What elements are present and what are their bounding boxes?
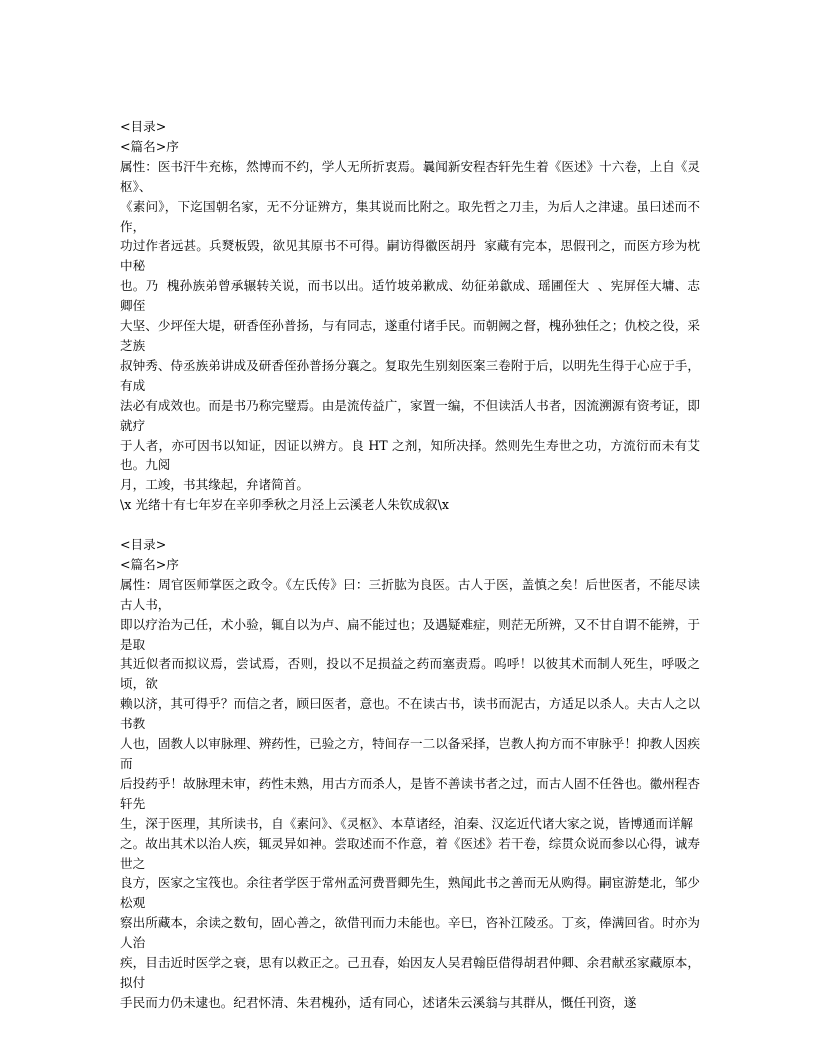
body-line: 后投药乎！故脉理未审，药性未熟，用古方而杀人，是皆不善读书者之过，而古人固不任咎也。徽州程杏轩先 [120, 775, 700, 811]
body-line: 疾，目击近时医学之衰，思有以救正之。己丑春，始因友人吴君翰臣借得胡君仲卿、余君献丞家藏原本，拟付 [120, 955, 700, 990]
body-line: 法必有成效也。而是书乃称完璧焉。由是流传益广，家置一编，不但读活人书者，因流溯源有资考证，即就疗 [120, 397, 700, 433]
document-page [120, 117, 700, 1013]
body-line: 即以疗治为己任，术小验，辄自以为卢、扁不能过也；及遇疑难症，则茫无所辨，又不甘自谓不能辨，于是取 [120, 616, 700, 652]
catalog-label: <目录> [120, 537, 167, 553]
signature-line: \x 光绪十有七年岁在辛卯季秋之月泾上云溪老人朱钦成叙\x [120, 497, 449, 513]
body-line: 察出所藏本，余读之数旬，固心善之，欲借刊而力未能也。辛巳，咨补江陵丞。丁亥，俸满回省。时亦为人治 [120, 915, 700, 951]
preface-section-1 [120, 117, 700, 515]
body-line: 属性：周官医师掌医之政令。《左氏传》曰：三折肱为良医。古人于医，盖慎之矣！后世医者，不能尽读古人书， [120, 576, 700, 612]
preface-section-2 [120, 535, 700, 1013]
body-line: 《素问》，下迄国朝名家，无不分证辨方，集其说而比附之。取先哲之刀圭，为后人之津逮。虽曰述而不作， [120, 198, 700, 234]
body-line: 生，深于医理，其所读书，自《素问》、《灵枢》、本草诸经，洎秦、汉迄近代诸大家之说，皆博通而详解 [120, 815, 694, 831]
body-line: 功过作者远甚。兵燹板毁，欲见其原书不可得。嗣访得徽医胡丹 家藏有完本，思假刊之，而医方珍为枕中秘 [120, 238, 700, 274]
body-line: 属性：医书汗牛充栋，然博而不约，学人无所折衷焉。曩闻新安程杏轩先生着《医述》十六卷，上自《灵枢》、 [120, 158, 700, 194]
body-line: 人也，固教人以审脉理、辨药性，已验之方，特间存一二以备采择，岂教人拘方而不审脉乎！抑教人因疾而 [120, 736, 700, 771]
body-line: 叔钟秀、侍丞族弟讲成及研香侄孙普扬分襄之。复取先生别刻医案三卷附于后，以明先生得于心应于手，有成 [120, 357, 700, 393]
catalog-label: <目录> [120, 119, 167, 134]
section-title: <篇名>序 [120, 138, 179, 154]
body-line: 手民而力仍未逮也。纪君怀清、朱君槐孙，适有同心，述诸朱云溪翁与其群从，慨任刊资，遂 [120, 994, 637, 1010]
body-line: 之。故出其术以治人疾，辄灵异如神。尝取述而不作意，着《医述》若干卷，综贯众说而参以心得，诚寿世之 [120, 835, 700, 871]
section-title: <篇名>序 [120, 556, 179, 572]
body-line: 月，工竣，书其缘起，弁诸简首。 [120, 477, 309, 493]
body-line: 良方，医家之宝筏也。余往者学医于常州孟河费晋卿先生，熟闻此书之善而无从购得。嗣宦游楚北，邹少松观 [120, 875, 700, 911]
body-line: 其近似者而拟议焉，尝试焉，否则，投以不足损益之药而塞责焉。呜呼！以彼其术而制人死生，呼吸之顷，欲 [120, 656, 700, 692]
body-line: 于人者，亦可因书以知证，因证以辨方。良 HT 之剂，知所决择。然则先生寿世之功，方流衍而未有艾也。九阅 [120, 437, 700, 473]
body-line: 大坚、少坪侄大堤，研香侄孙普扬，与有同志，遂重付诸手民。而朝阙之督，槐孙独任之；仇校之役，采芝族 [120, 318, 700, 353]
body-line: 赖以济，其可得乎？而信之者，顾曰医者，意也。不在读古书，读书而泥古，方适足以杀人。夫古人之以书教 [120, 696, 700, 732]
body-line: 也。乃 槐孙族弟曾承辗转关说，而书以出。适竹坡弟歉成、幼征弟歙成、瑶圃侄大 、宪屏侄大墉、志卿侄 [120, 278, 700, 314]
